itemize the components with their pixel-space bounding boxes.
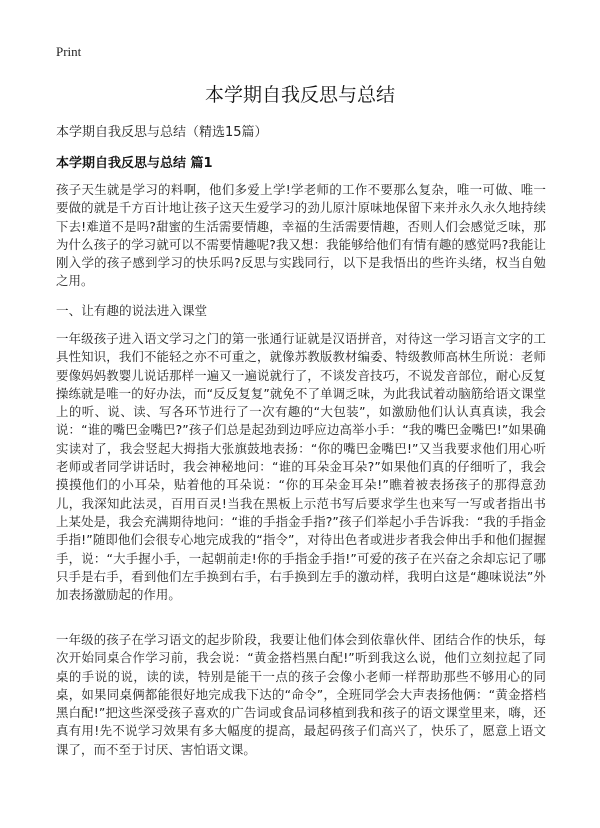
section-heading: 本学期自我反思与总结 篇1: [56, 156, 213, 171]
document-subtitle: 本学期自我反思与总结（精选15篇）: [56, 125, 268, 140]
print-label: Print: [56, 44, 82, 59]
document-title: 本学期自我反思与总结: [204, 84, 395, 106]
subheading-one: 一、让有趣的说法进入课堂: [56, 303, 208, 318]
body-paragraph-two: 一年级的孩子在学习语文的起步阶段，我要让他们体会到依靠伙伴、团结合作的快乐，每次开始同桌合作学习前，我会说：“黄金搭档黑白配!”听到我这么说，他们立刻拉起了同桌的手说的说，读的读，特别是能干一点的孩子会像小老师一样帮助那些不够用心的同桌，如果同桌俩都能很好地完成我下达的“命令”，全班同学会大声表扬他俩：“黄金搭档黑白配!”把这些深受孩子喜欢的广告词或食品词移植到我和孩子的语文课堂里来，嗨，还真有用!先不说学习效果有多大幅度的提高，最起码孩子们高兴了，快乐了，愿意上语文课了，而不至于讨厌、害怕语文课。: [56, 632, 546, 757]
intro-paragraph: 孩子天生就是学习的料啊，他们多爱上学!学老师的工作不要那么复杂，唯一可做、唯一要做的就是千方百计地让孩子这天生爱学习的劲儿原汁原味地保留下来并永久永久地持续下去!难道不是吗?甜蜜的生活需要情趣，幸福的生活需要情趣，否则人们会感觉乏味，那为什么孩子的学习就可以不需要情趣呢?我又想：我能够给他们有情有趣的感觉吗?我能让刚入学的孩子感到学习的快乐吗?反思与实践同行，以下是我悟出的些许头绪，权当自勉之用。: [56, 182, 546, 289]
body-paragraph-one: 一年级孩子进入语文学习之门的第一张通行证就是汉语拼音，对待这一学习语言文字的工具性知识，我们不能轻之亦不可重之，就像苏教版教材编委、特级教师高林生所说：老师要像妈妈教婴儿说话那样一遍又一遍说就行了，不谈发音技巧，不说发音部位，耐心反复操练就是唯一的好办法，而“反反复复”就免不了单调乏味，为此我试着动脑筋给语文课堂上的听、说、读、写各环节进行了一次有趣的“大包装”，如激励他们认认真真读，我会说：“谁的嘴巴金嘴巴?”孩子们总是起劲到边呼应边高举小手：“我的嘴巴金嘴巴!”如果确实读对了，我会竖起大拇指大张旗鼓地表扬：“你的嘴巴金嘴巴!”又当我要求他们用心听老师或者同学讲话时，我会神秘地问：“谁的耳朵金耳朵?”如果他们真的仔细听了，我会摸摸他们的小耳朵，贴着他的耳朵说：“你的耳朵金耳朵!”瞧着被表扬孩子的那得意劲儿，我深知此法灵，百用百灵!当我在黑板上示范书写后要求学生也来写一写或者指出书上某处是，我会充满期待地问：“谁的手指金手指?”孩子们举起小手告诉我：“我的手指金手指!”随即他们会很专心地完成我的“指令”，对待出色者或进步者我会伸出手和他们握握手，说：“大手握小手，一起朝前走!你的手指金手指!”可爱的孩子在兴奋之余却忘记了哪只手是右手，看到他们左手换到右手，右手换到左手的激动样，我明白这是“趣味说法”外加表扬激励起的作用。: [56, 331, 546, 603]
